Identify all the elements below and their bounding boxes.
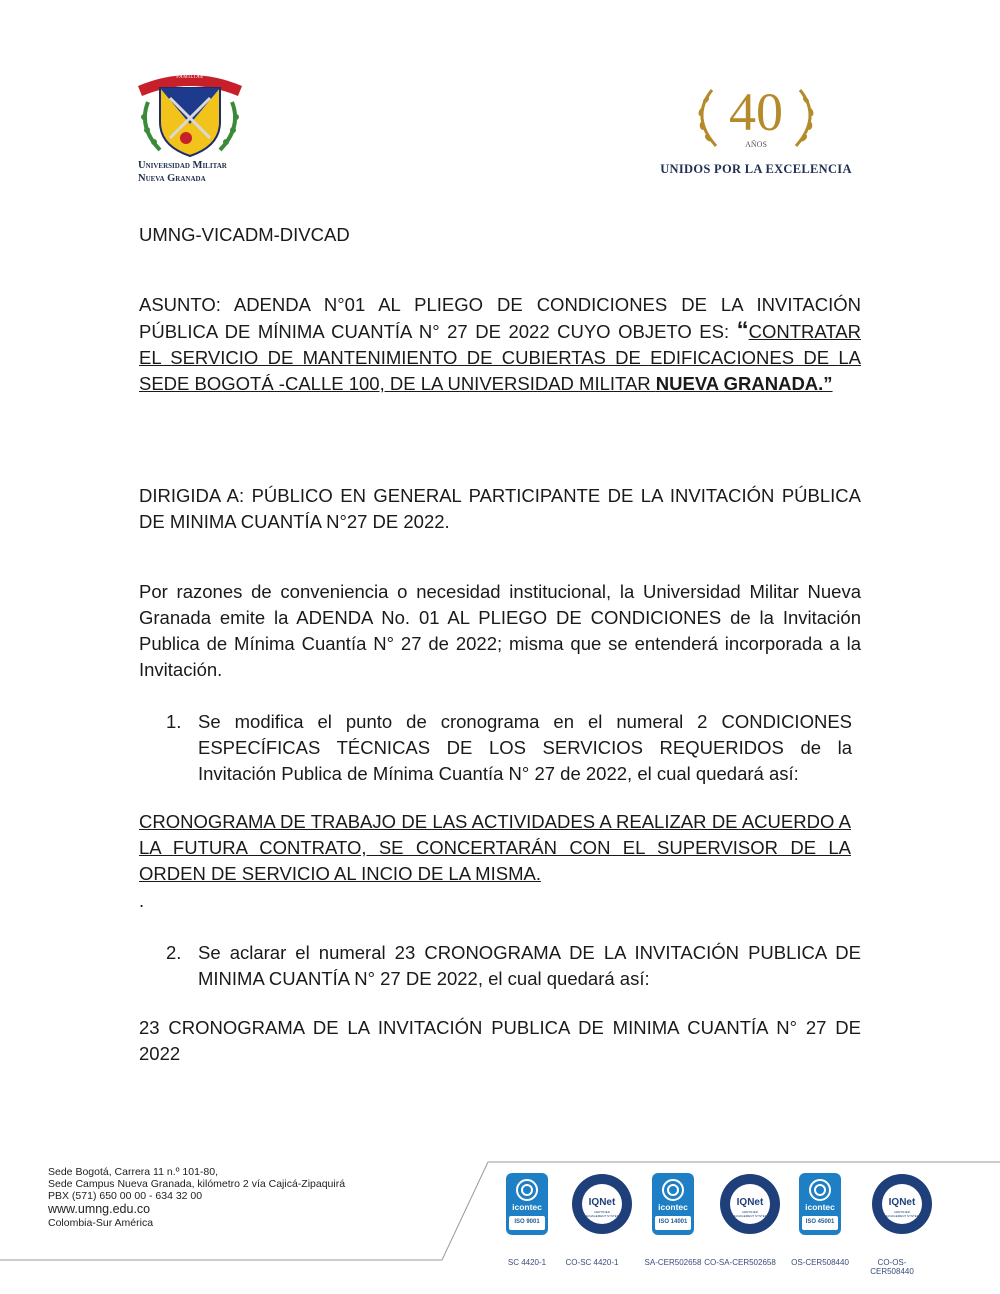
- certification-code: SA-CER502658: [644, 1258, 702, 1267]
- addressed-to: DIRIGIDA A: PÚBLICO EN GENERAL PARTICIPANTE DE LA INVITACIÓN PÚBLICA DE MINIMA CUANTÍA N°27 DE 2022.: [139, 485, 861, 532]
- dot-mark: .: [139, 890, 145, 911]
- footer-phone: PBX (571) 650 00 00 - 634 32 00: [48, 1190, 203, 1202]
- iqnet-brand-label: IQNet: [736, 1197, 764, 1208]
- anniversary-years: AÑOS: [745, 140, 767, 149]
- footer-website-link[interactable]: www.umng.edu.co: [48, 1202, 151, 1216]
- university-name-line1: Universidad Militar: [138, 160, 227, 171]
- certification-code: CO-OS-CER508440: [870, 1258, 914, 1276]
- subject-quote-open: “: [736, 317, 749, 344]
- university-name-line2: Nueva Granada: [138, 173, 206, 184]
- icontec-badge: [651, 1172, 719, 1240]
- icontec-badge: [798, 1172, 866, 1240]
- subject-object: CONTRATAR EL SERVICIO DE MANTENIMIENTO DE CUBIERTAS DE EDIFICACIONES DE LA SEDE BOGOTÁ -CALLE 100, DE LA UNIVERSIDAD MILITAR: [139, 321, 861, 394]
- anniversary-logo: [650, 82, 862, 182]
- list-item-text: Se modifica el punto de cronograma en el numeral 2 CONDICIONES ESPECÍFICAS TÉCNICAS DE LOS SERVICIOS REQUERIDOS de la Invitación Publica de Mínima Cuantía N° 27 de 2022, el cual quedará así:: [198, 711, 852, 784]
- intro-paragraph: Por razones de conveniencia o necesidad institucional, la Universidad Militar Nueva Granada emite la ADENDA No. 01 AL PLIEGO DE CONDICIONES de la Invitación Publica de Mínima Cuantía N° 27 de 2022; misma que se entenderá incorporada a la Invitación.: [139, 581, 861, 680]
- icontec-badge: [505, 1172, 573, 1240]
- certification-code: SC 4420-1: [507, 1258, 547, 1267]
- iso-standard-label: ISO 14001: [658, 1219, 688, 1225]
- iqnet-badge: [718, 1172, 786, 1240]
- iqnet-certified-label: CERTIFIED MANAGEMENT SYSTEM: [584, 1210, 620, 1218]
- schedule-note: CRONOGRAMA DE TRABAJO DE LAS ACTIVIDADES A REALIZAR DE ACUERDO A LA FUTURA CONTRATO, SE CONCERTARÁN CON EL SUPERVISOR DE LA ORDEN DE SERVICIO AL INCIO DE LA MISMA.: [139, 811, 851, 884]
- footer-contact: [48, 1166, 345, 1229]
- certification-code: CO-SC 4420-1: [565, 1258, 619, 1267]
- list-item: [166, 709, 852, 787]
- list-item: [166, 940, 861, 992]
- university-banner-text: SCIENTIAE PATRIAE FAMILIAE: [162, 70, 218, 80]
- iqnet-brand-label: IQNet: [588, 1197, 616, 1208]
- iqnet-brand-label: IQNet: [888, 1197, 916, 1208]
- icontec-brand-label: icontec: [658, 1202, 688, 1212]
- subject-paragraph: [139, 292, 861, 397]
- footer-address2: Sede Campus Nueva Granada, kilómetro 2 vía Cajicá-Zipaquirá: [48, 1178, 346, 1190]
- footer-address1: Sede Bogotá, Carrera 11 n.º 101-80,: [48, 1166, 218, 1178]
- subject-object-bold: NUEVA GRANADA.”: [655, 373, 833, 394]
- icontec-brand-label: icontec: [512, 1202, 542, 1212]
- iqnet-badge: [570, 1172, 638, 1240]
- university-logo: [130, 62, 250, 187]
- certification-code: OS-CER508440: [791, 1258, 849, 1267]
- iso-standard-label: ISO 9001: [514, 1219, 540, 1225]
- certification-code: CO-SA-CER502658: [704, 1258, 776, 1267]
- footer-country: Colombia-Sur América: [48, 1217, 154, 1229]
- section-23-title: 23 CRONOGRAMA DE LA INVITACIÓN PUBLICA DE MINIMA CUANTÍA N° 27 DE 2022: [139, 1017, 861, 1064]
- iqnet-certified-label: CERTIFIED MANAGEMENT SYSTEM: [732, 1210, 768, 1218]
- list-item-text: Se aclarar el numeral 23 CRONOGRAMA DE LA INVITACIÓN PUBLICA DE MINIMA CUANTÍA N° 27 DE 2022, el cual quedará así:: [198, 942, 861, 989]
- icontec-brand-label: icontec: [805, 1202, 835, 1212]
- document-reference: UMNG-VICADM-DIVCAD: [139, 224, 350, 245]
- subject-prefix: ASUNTO: ADENDA N°01 AL PLIEGO DE CONDICIONES DE LA INVITACIÓN PÚBLICA DE MÍNIMA CUANTÍA N° 27 DE 2022 CUYO OBJETO ES:: [139, 294, 861, 342]
- list-item-number: 1.: [166, 711, 182, 732]
- iqnet-certified-label: CERTIFIED MANAGEMENT SYSTEM: [884, 1210, 920, 1218]
- iqnet-badge: [870, 1172, 938, 1240]
- iso-standard-label: ISO 45001: [805, 1219, 835, 1225]
- list-item-number: 2.: [166, 942, 182, 963]
- anniversary-number: 40: [729, 82, 783, 142]
- anniversary-slogan: UNIDOS POR LA EXCELENCIA: [660, 162, 852, 176]
